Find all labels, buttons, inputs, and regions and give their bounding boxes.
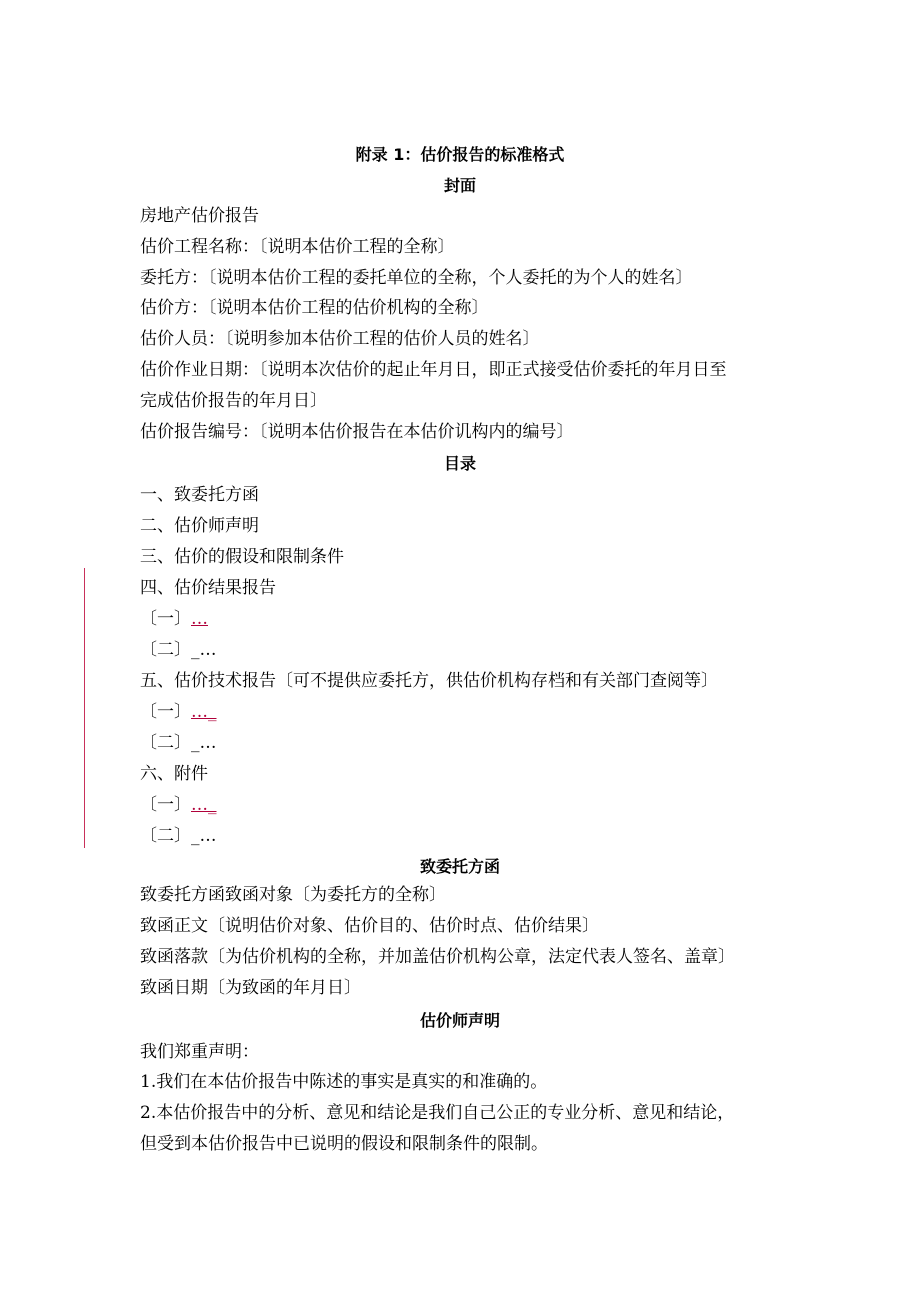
subitem-prefix: 〔二〕 [140, 826, 191, 846]
toc-subitem [140, 700, 217, 724]
subitem-ellipsis: _… [191, 826, 217, 846]
toc-item: 四、估价结果报告 [140, 578, 276, 598]
cover-line: 完成估价报告的年月日〕 [140, 391, 327, 411]
cover-line: 估价方：〔说明本估价工程的估价机构的全称〕 [140, 298, 489, 318]
statement-line: 1.我们在本估价报告中陈述的事实是真实的和准确的。 [140, 1072, 548, 1092]
toc-heading: 目录 [443, 454, 476, 473]
toc-subitem [140, 824, 217, 848]
letter-heading: 致委托方函 [419, 857, 500, 876]
statement-line: 2.本估价报告中的分析、意见和结论是我们自己公正的专业分析、意见和结论， [140, 1103, 735, 1123]
subitem-prefix: 〔一〕 [140, 609, 191, 629]
tracked-insertion: …_ [191, 702, 217, 722]
tracked-insertion: …_ [191, 795, 217, 815]
toc-subitem [140, 607, 208, 631]
toc-item: 六、附件 [140, 764, 208, 784]
letter-line: 致函日期〔为致函的年月日〕 [140, 978, 361, 998]
cover-heading: 封面 [443, 176, 476, 195]
subitem-prefix: 〔二〕 [140, 733, 191, 753]
cover-line: 委托方：〔说明本估价工程的委托单位的全称，个人委托的为个人的姓名〕 [140, 268, 693, 288]
cover-line: 估价工程名称：〔说明本估价工程的全称〕 [140, 237, 455, 257]
revision-change-bar [84, 568, 85, 848]
subitem-prefix: 〔一〕 [140, 702, 191, 722]
cover-line: 估价人员：〔说明参加本估价工程的估价人员的姓名〕 [140, 329, 540, 349]
toc-item: 一、致委托方函 [140, 485, 259, 505]
letter-line: 致函落款〔为估价机构的全称，并加盖估价机构公章，法定代表人签名、盖章〕 [140, 947, 735, 967]
tracked-insertion: … [191, 609, 208, 629]
letter-line: 致函正文〔说明估价对象、估价目的、估价时点、估价结果〕 [140, 916, 599, 936]
cover-line: 估价报告编号：〔说明本估价报告在本估价讥构内的编号〕 [140, 422, 574, 442]
letter-line: 致委托方函致函对象〔为委托方的全称〕 [140, 885, 446, 905]
subitem-prefix: 〔二〕 [140, 640, 191, 660]
cover-line: 估价作业日期：〔说明本次估价的起止年月日，即正式接受估价委托的年月日至 [140, 360, 727, 380]
statement-line: 但受到本估价报告中已说明的假设和限制条件的限制。 [140, 1134, 548, 1154]
subitem-ellipsis: _… [191, 733, 217, 753]
appendix-title: 附录 1：估价报告的标准格式 [355, 145, 565, 164]
toc-subitem [140, 638, 217, 662]
statement-line: 我们郑重声明： [140, 1042, 259, 1062]
toc-item: 五、估价技术报告〔可不提供应委托方，供估价机构存档和有关部门查阅等〕 [140, 671, 718, 691]
toc-subitem [140, 793, 217, 817]
toc-item: 二、估价师声明 [140, 516, 259, 536]
toc-subitem [140, 731, 217, 755]
subitem-prefix: 〔一〕 [140, 795, 191, 815]
toc-item: 三、估价的假设和限制条件 [140, 547, 344, 567]
subitem-ellipsis: _… [191, 640, 217, 660]
statement-heading: 估价师声明 [419, 1011, 500, 1030]
cover-line: 房地产估价报告 [140, 206, 259, 226]
